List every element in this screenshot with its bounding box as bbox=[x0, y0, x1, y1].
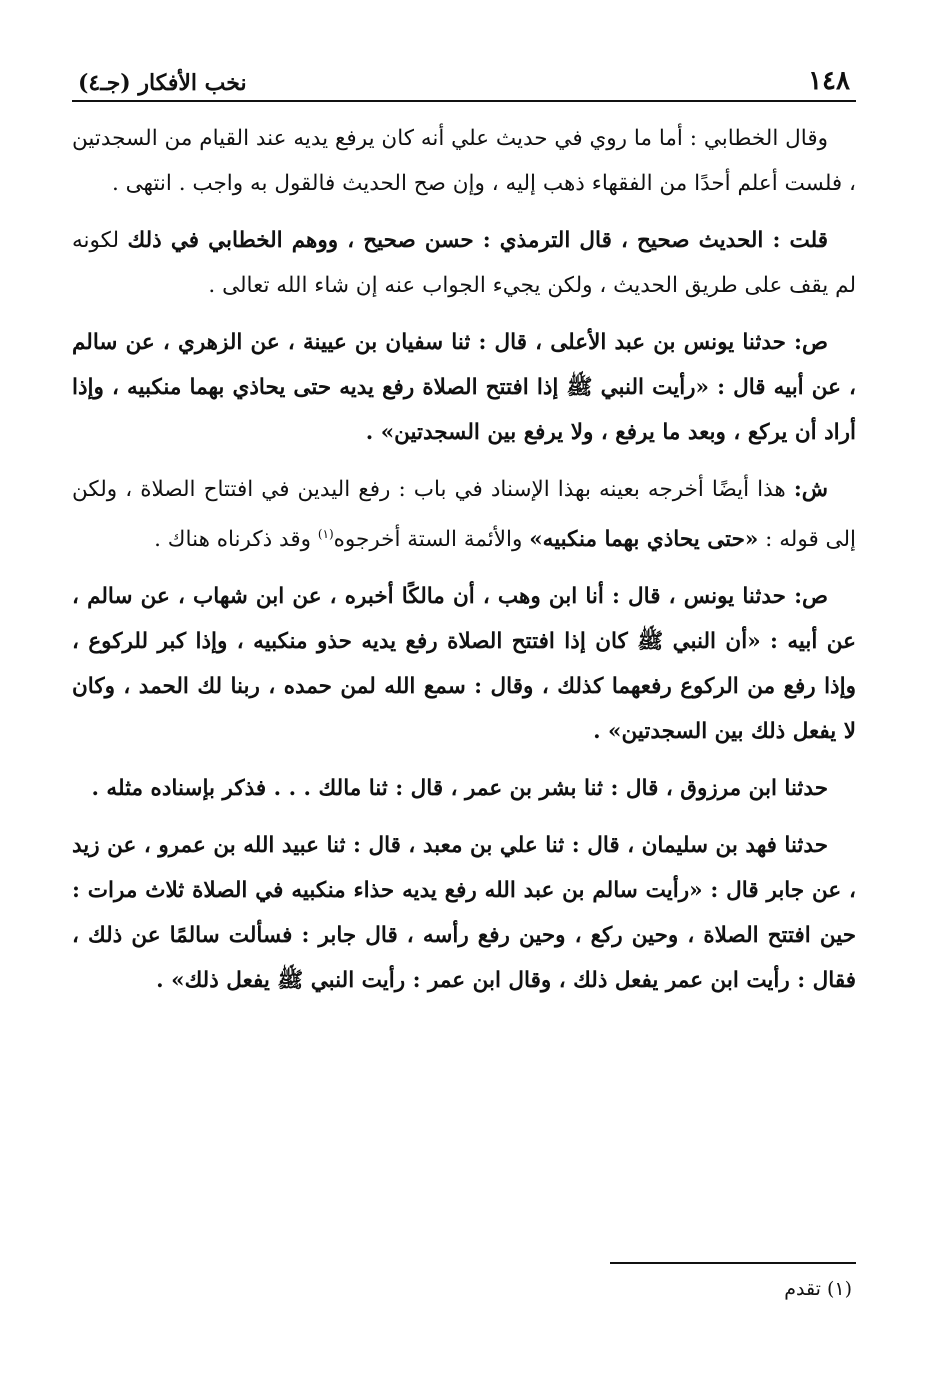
paragraph-lead: ش: bbox=[793, 477, 828, 502]
paragraph-text: وقال الخطابي : أما ما روي في حديث علي أنه كان يرفع يديه عند القيام من السجدتين ، فلست أعلم أحدًا من الفقهاء ذهب إليه ، وإن صح الحديث فالقول به واجب . انتهى . bbox=[72, 126, 856, 196]
paragraph-text: لكونه لم يقف على طريق الحديث ، ولكن يجيء الجواب عنه إن شاء الله تعالى . bbox=[72, 228, 856, 298]
paragraph-text: وقد ذكرناه هناك . bbox=[154, 527, 318, 553]
paragraph-sharh bbox=[72, 467, 856, 562]
footnote-reference[interactable]: (١) bbox=[317, 527, 334, 541]
paragraph-text: والأئمة الستة أخرجوه bbox=[333, 527, 530, 553]
page bbox=[72, 50, 856, 1300]
paragraph-quote: «حتى يحاذي بهما منكبيه» bbox=[529, 527, 759, 553]
paragraph-hadith-1 bbox=[72, 320, 856, 455]
paragraph-text: هذا أيضًا أخرجه بعينه بهذا الإسناد في باب : رفع اليدين في افتتاح الصلاة ، ولكن إلى قوله : bbox=[72, 477, 856, 553]
page-number: ١٤٨ bbox=[808, 66, 850, 96]
running-header bbox=[72, 50, 856, 102]
paragraph-hadith-2 bbox=[72, 574, 856, 754]
paragraph-lead: قلت : الحديث صحيح ، قال الترمذي : حسن صحيح ، ووهم الخطابي في ذلك bbox=[127, 228, 828, 253]
paragraph-hadith-3 bbox=[72, 766, 856, 811]
paragraph-text: ص: حدثنا يونس ، قال : أنا ابن وهب ، أن مالكًا أخبره ، عن ابن شهاب ، عن سالم ، عن أبيه : «أن النبي ﷺ كان إذا افتتح الصلاة رفع يديه حذو منكبيه ، وإذا كبر للركوع ، وإذا رفع من الركوع رفعهما كذلك ، وقال : سمع الله لمن حمده ، ربنا لك الحمد ، وكان لا يفعل ذلك بين السجدتين» . bbox=[72, 584, 856, 745]
footnote-divider bbox=[610, 1262, 856, 1264]
paragraph-khattabi bbox=[72, 116, 856, 206]
footnote: (١) تقدم bbox=[784, 1278, 852, 1300]
paragraph-text: ص: حدثنا يونس بن عبد الأعلى ، قال : ثنا سفيان بن عيينة ، عن الزهري ، عن سالم ، عن أبيه قال : «رأيت النبي ﷺ إذا افتتح الصلاة رفع يديه حتى يحاذي بهما منكبيه ، وإذا أراد أن يركع ، وبعد ما يرفع ، ولا يرفع بين السجدتين» . bbox=[72, 330, 856, 445]
paragraph-text: حدثنا ابن مرزوق ، قال : ثنا بشر بن عمر ، قال : ثنا مالك . . . فذكر بإسناده مثله . bbox=[91, 776, 828, 802]
paragraph-hadith-4 bbox=[72, 823, 856, 1003]
paragraph-text: حدثنا فهد بن سليمان ، قال : ثنا علي بن معبد ، قال : ثنا عبيد الله بن عمرو ، عن زيد ، عن جابر قال : «رأيت سالم بن عبد الله رفع يديه حذاء منكبيه في الصلاة ثلاث مرات : حين افتتح الصلاة ، وحين ركع ، وحين رفع رأسه ، قال جابر : فسألت سالمًا عن ذلك ، فقال : رأيت ابن عمر يفعل ذلك ، وقال ابن عمر : رأيت النبي ﷺ يفعل ذلك» . bbox=[72, 833, 856, 994]
paragraph-qultu bbox=[72, 218, 856, 308]
book-title: نخب الأفكار (جـ٤) bbox=[78, 70, 247, 96]
main-text bbox=[72, 116, 856, 1003]
